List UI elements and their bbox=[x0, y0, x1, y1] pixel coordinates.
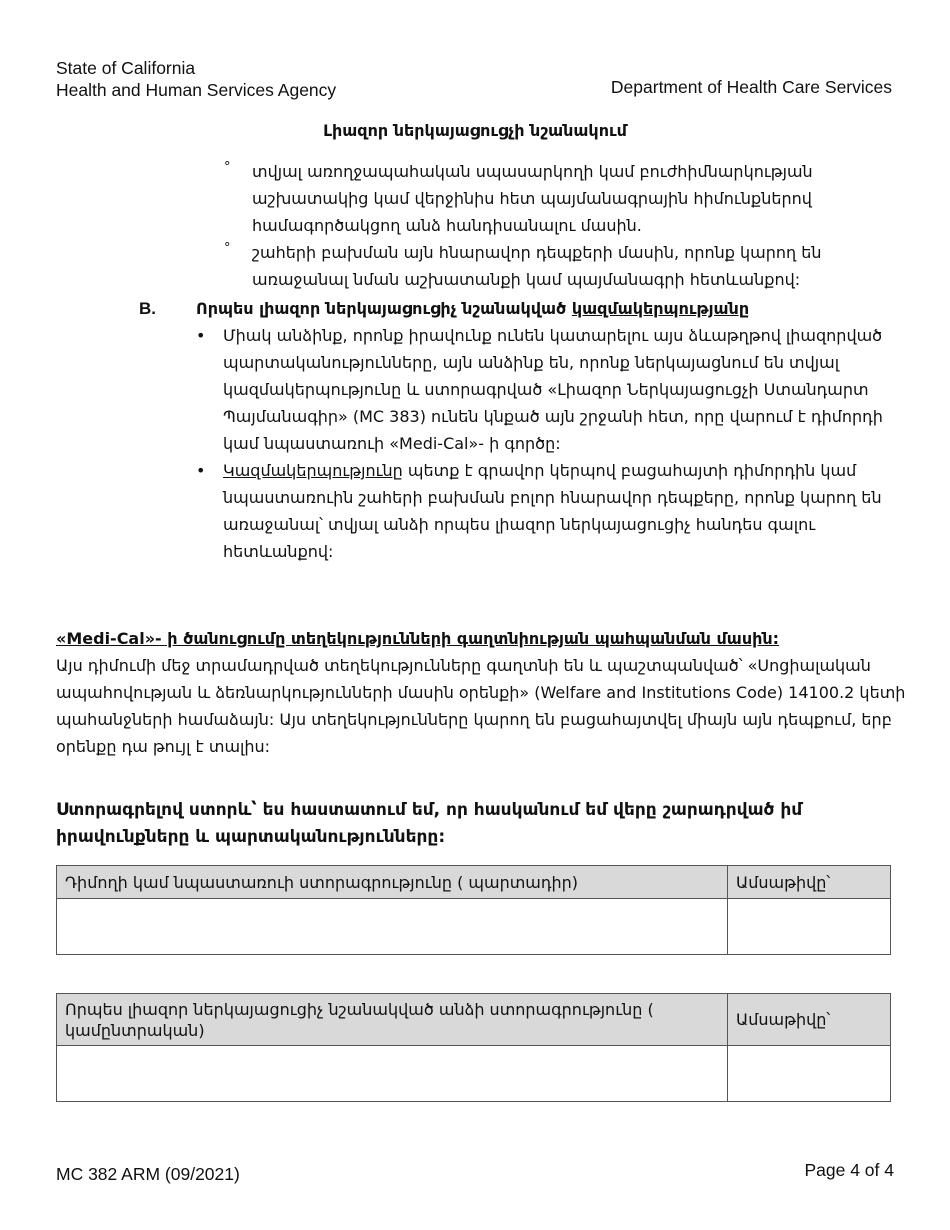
state-name: State of California bbox=[56, 58, 196, 78]
sub-bullet-list bbox=[224, 158, 902, 293]
representative-signature-field[interactable] bbox=[57, 1046, 728, 1102]
acknowledgement-statement: Ստորագրելով ստորև՝ ես հաստատում եմ, որ հասկանում եմ վերը շարադրված իմ իրավունքները և պարտականությունները: bbox=[56, 800, 803, 847]
sub-bullet-text: շահերի բախման այն հնարավոր դեպքերի մասին, որոնք կարող են առաջանալ նման աշխատանքի կամ պայմանագրի հետևանքով: bbox=[252, 243, 822, 289]
circle-bullet-icon: ° bbox=[224, 160, 231, 175]
date-field[interactable] bbox=[728, 1046, 891, 1102]
bullet-icon: • bbox=[196, 326, 206, 345]
applicant-signature-table bbox=[56, 865, 891, 955]
sub-bullet-text: տվյալ առողջապահական սպասարկողի կամ բուժհիմնարկության աշխատակից կամ վերջինիս հետ պայմանագրային հիմունքներով համագործակցող անձ հանդիսանալու մասին. bbox=[252, 162, 813, 235]
header-left bbox=[56, 57, 336, 101]
representative-signature-table bbox=[56, 993, 891, 1102]
confidentiality-body: Այս դիմումի մեջ տրամադրված տեղեկությունները գաղտնի են և պաշտպանված՝ «Սոցիալական ապահովության և ձեռնարկությունների մասին օրենքի» (Welfare and Institutions Code) 14100.2 կետի պահանջների համաձայն: Այս տեղեկությունները կարող են բացահայտվել միայն այն դեպքում, երբ օրենքը դա թույլ է տալիս: bbox=[56, 656, 906, 756]
list-item bbox=[224, 158, 902, 239]
bullet-text: Միակ անձինք, որոնք իրավունք ունեն կատարելու այս ձևաթղթով լիազորված պարտականությունները, այն անձինք են, որոնք ներկայացնում են տվյալ կազմակերպությունը և ստորագրված «Լիազոր Ներկայացուցչի Ստանդարտ Պայմանագիր» (MC 383) ունեն կնքած այն շրջանի հետ, որը վարում է դիմորդի կամ նպաստառուի «Medi-Cal»- ի գործը: bbox=[223, 326, 883, 453]
date-label: Ամսաթիվը՝ bbox=[728, 866, 891, 899]
date-label: Ամսաթիվը՝ bbox=[728, 994, 891, 1046]
confidentiality-title: «Medi-Cal»- ի ծանուցումը տեղեկությունների գաղտնիության պահպանման մասին: bbox=[56, 629, 780, 648]
department-name: Department of Health Care Services bbox=[610, 77, 892, 97]
list-item bbox=[196, 457, 901, 565]
agency-name: Health and Human Services Agency bbox=[56, 80, 337, 100]
list-item bbox=[196, 322, 901, 457]
section-heading bbox=[196, 295, 749, 322]
applicant-signature-label: Դիմողի կամ նպաստառուի ստորագրությունը ( պարտադիր) bbox=[57, 866, 728, 899]
section-heading-prefix: Որպես լիազոր ներկայացուցիչ նշանակված bbox=[196, 299, 572, 318]
confidentiality-notice bbox=[56, 625, 916, 760]
circle-bullet-icon: ° bbox=[224, 241, 231, 256]
bullet-underlined-word: Կազմակերպությունը bbox=[223, 461, 403, 480]
bullet-text: պետք է գրավոր կերպով բացահայտի դիմորդին կամ նպաստառուին շահերի բախման բոլոր հնարավոր դեպքերը, որոնք կարող են առաջանալ՝ տվյալ անձի որպես լիազոր ներկայացուցիչ հանդես գալու հետևանքով: bbox=[223, 461, 882, 561]
representative-signature-label: Որպես լիազոր ներկայացուցիչ նշանակված անձի ստորագրությունը ( կամընտրական) bbox=[57, 994, 728, 1046]
form-id: MC 382 ARM (09/2021) bbox=[56, 1164, 240, 1184]
bullet-icon: • bbox=[196, 461, 206, 480]
applicant-signature-field[interactable] bbox=[57, 899, 728, 955]
section-b-bullets bbox=[196, 322, 901, 565]
date-field[interactable] bbox=[728, 899, 891, 955]
page-title: Լիազոր ներկայացուցչի նշանակում bbox=[323, 121, 627, 140]
section-letter: B. bbox=[139, 299, 156, 318]
page-number: Page 4 of 4 bbox=[804, 1160, 894, 1180]
section-heading-underlined: կազմակերպությանը bbox=[571, 299, 750, 318]
list-item bbox=[224, 239, 902, 293]
